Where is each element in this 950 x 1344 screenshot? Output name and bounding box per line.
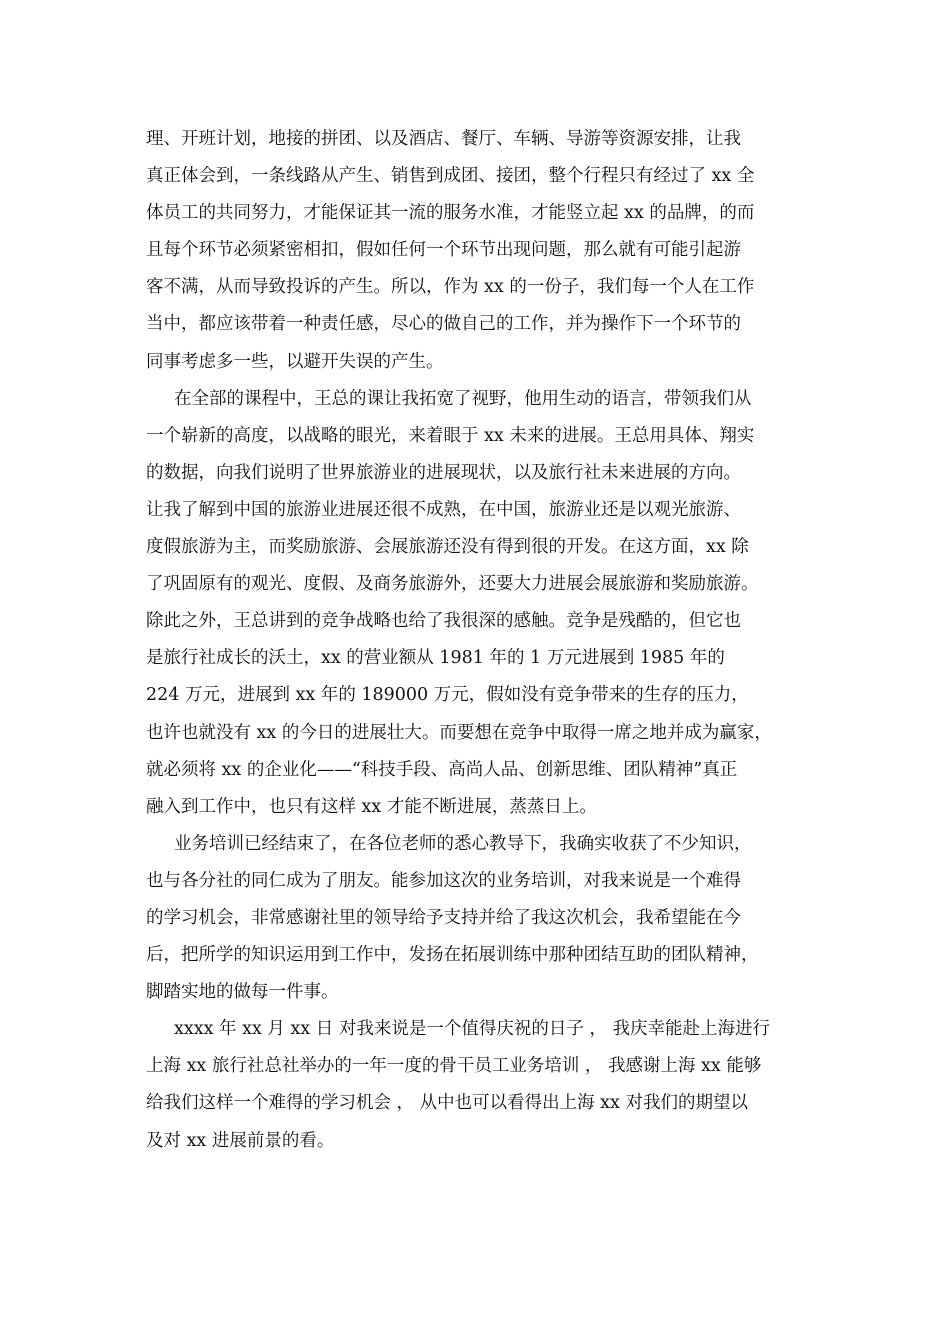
paragraph-4: [146, 1011, 816, 1159]
text-line: 理、开班计划，地接的拼团、以及酒店、餐厅、车辆、导游等资源安排，让我: [146, 129, 741, 149]
text-line: 给我们这样一个难得的学习机会 ， 从中也可以看得出上海 xx 对我们的期望以: [146, 1093, 748, 1114]
paragraph-1: [146, 121, 816, 381]
text-line: 的数据，向我们说明了世界旅游业的进展现状，以及旅行社未来进展的方向。: [146, 462, 741, 483]
text-line: 的学习机会，非常感谢社里的领导给予支持并给了我这次机会，我希望能在今: [146, 907, 741, 928]
text-line: 同事考虑多一些，以避开失误的产生。: [146, 351, 444, 372]
text-line: 体员工的共同努力，才能保证其一流的服务水准，才能竖立起 xx 的品牌，的而: [146, 203, 755, 224]
text-line: 一个崭新的高度，以战略的眼光，来着眼于 xx 未来的进展。王总用具体、翔实: [146, 425, 755, 446]
text-line: 后，把所学的知识运用到工作中，发扬在拓展训练中那种团结互助的团队精神，: [146, 945, 759, 966]
text-line: 让我了解到中国的旅游业进展还很不成熟，在中国，旅游业还是以观光旅游、: [146, 499, 741, 520]
text-line: 除此之外，王总讲到的竞争战略也给了我很深的感触。竞争是残酷的，但它也: [146, 611, 741, 632]
text-line: 客不满，从而导致投诉的产生。所以，作为 xx 的一份子，我们每一个人在工作: [146, 277, 755, 298]
text-line: 上海 xx 旅行社总社举办的一年一度的骨干员工业务培训 ， 我感谢上海 xx 能够: [146, 1056, 762, 1077]
text-line: 且每个环节必须紧密相扣，假如任何一个环节出现问题，那么就有可能引起游: [146, 240, 741, 261]
paragraph-2: [146, 381, 816, 826]
text-line: 在全部的课程中，王总的课让我拓宽了视野，他用生动的语言，带领我们从: [174, 388, 752, 409]
text-line: 是旅行社成长的沃土，xx 的营业额从 1981 年的 1 万元进展到 1985 年的: [146, 648, 725, 669]
text-line: 224 万元，进展到 xx 年的 189000 万元，假如没有竞争带来的生存的压力，: [146, 685, 749, 706]
text-line: 就必须将 xx 的企业化——“科技手段、高尚人品、创新思维、团队精神”真正: [146, 759, 738, 780]
text-line: 及对 xx 进展前景的看。: [146, 1130, 335, 1151]
text-line: 了巩固原有的观光、度假、及商务旅游外，还要大力进展会展旅游和奖励旅游。: [146, 574, 759, 595]
text-line: 脚踏实地的做每一件事。: [146, 982, 339, 1003]
text-line: 融入到工作中，也只有这样 xx 才能不断进展，蒸蒸日上。: [146, 796, 597, 817]
paragraph-3: [146, 826, 816, 1011]
text-line: 当中，都应该带着一种责任感，尽心的做自己的工作，并为操作下一个环节的: [146, 314, 741, 335]
text-line: 真正体会到，一条线路从产生、销售到成团、接团，整个行程只有经过了 xx 全: [146, 166, 755, 187]
document-body: [146, 121, 816, 1160]
text-line: xxxx 年 xx 月 xx 日 对我来说是一个值得庆祝的日子 ， 我庆幸能赴上海进行: [174, 1019, 770, 1040]
text-line: 也与各分社的同仁成为了朋友。能参加这次的业务培训，对我来说是一个难得: [146, 870, 741, 891]
text-line: 也许也就没有 xx 的今日的进展壮大。而要想在竞争中取得一席之地并成为赢家，: [146, 722, 772, 743]
text-line: 度假旅游为主，而奖励旅游、会展旅游还没有得到很的开发。在这方面，xx 除: [146, 537, 749, 558]
text-line: 业务培训已经结束了，在各位老师的悉心教导下，我确实收获了不少知识，: [174, 833, 752, 854]
